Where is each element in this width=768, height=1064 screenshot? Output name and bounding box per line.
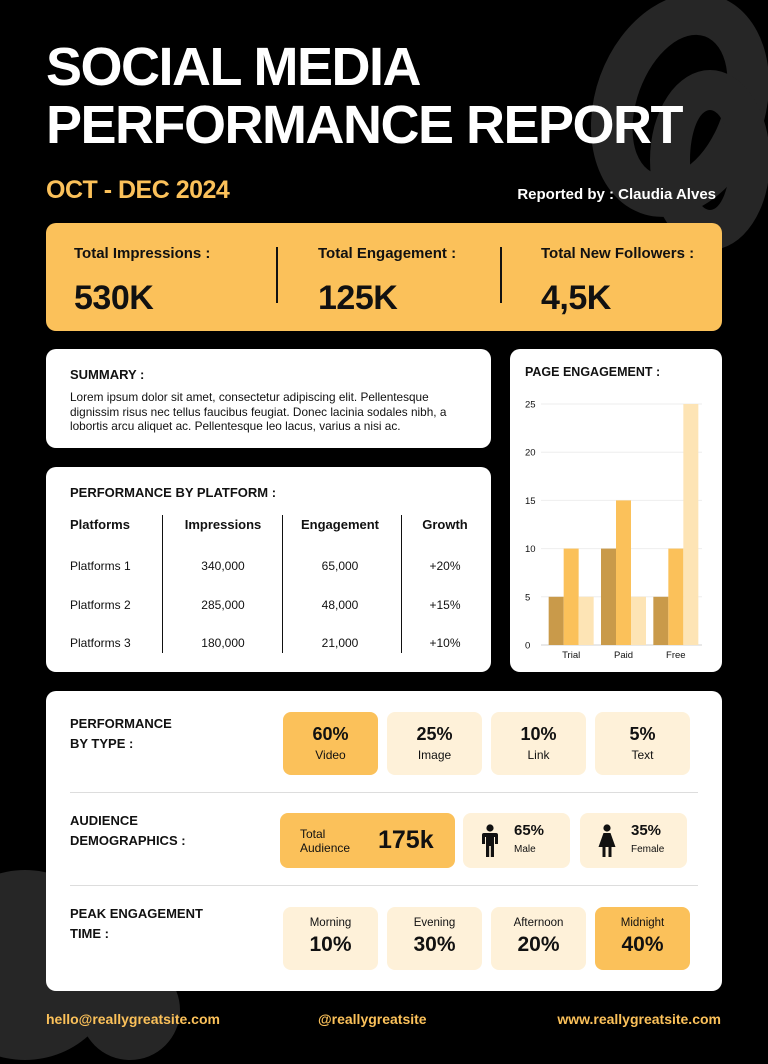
- label-line: Audience: [300, 841, 351, 855]
- label-line: AUDIENCE: [70, 813, 138, 828]
- column-header: Growth: [422, 517, 468, 532]
- x-tick-label: Free: [666, 650, 686, 661]
- table-cell: 180,000: [201, 636, 245, 650]
- type-percent: 25%: [416, 724, 453, 744]
- y-tick-label: 20: [525, 447, 536, 459]
- section-divider: [70, 792, 698, 793]
- female-person-icon: [598, 824, 616, 858]
- peak-percent: 30%: [413, 933, 456, 956]
- total-audience-value: 175k: [378, 826, 434, 854]
- chart-title: PAGE ENGAGEMENT :: [525, 365, 661, 379]
- female-chip: [580, 813, 687, 868]
- column-engagement: [284, 517, 396, 663]
- x-tick-label: Trial: [562, 650, 581, 661]
- bar-paid-series-3: [631, 597, 646, 645]
- label-line: PERFORMANCE: [70, 716, 172, 731]
- female-percent: 35%: [631, 822, 662, 839]
- title-line-2: PERFORMANCE REPORT: [46, 95, 683, 155]
- column-header: Platforms: [70, 517, 130, 532]
- column-platforms: [70, 517, 160, 663]
- bar-trial-series-2: [564, 549, 579, 645]
- column-header: Impressions: [184, 517, 262, 532]
- type-label: Link: [527, 748, 550, 762]
- peak-percent: 10%: [309, 933, 352, 956]
- bar-free-series-1: [653, 597, 668, 645]
- peak-label: Afternoon: [513, 917, 564, 929]
- x-tick-label: Paid: [613, 650, 634, 661]
- label-line: BY TYPE :: [70, 736, 134, 751]
- type-label: Text: [631, 748, 654, 762]
- male-chip: [463, 813, 570, 868]
- peak-percent: 40%: [621, 933, 664, 956]
- total-audience-label: [300, 827, 350, 855]
- y-tick-label: 0: [525, 640, 531, 652]
- kpi-value: 530K: [74, 279, 154, 317]
- total-audience-chip: [280, 813, 455, 868]
- footer-email[interactable]: hello@reallygreatsite.com: [46, 1011, 220, 1027]
- peak-percent: 20%: [517, 933, 560, 956]
- male-percent: 65%: [514, 822, 545, 839]
- column-divider: [162, 515, 163, 653]
- table-cell: 48,000: [321, 597, 359, 612]
- table-cell: +10%: [429, 636, 461, 650]
- y-tick-label: 15: [525, 495, 536, 507]
- bar-paid-series-1: [601, 549, 616, 645]
- y-tick-label: 5: [525, 592, 531, 604]
- kpi-band: [46, 223, 722, 331]
- male-label: Male: [514, 844, 536, 855]
- column-divider: [282, 515, 283, 653]
- y-tick-label: 10: [525, 544, 536, 556]
- table-cell: 21,000: [321, 636, 359, 650]
- peak-label: Midnight: [620, 917, 665, 929]
- type-chip-video: [283, 712, 378, 775]
- footer-handle[interactable]: @reallygreatsite: [318, 1011, 427, 1027]
- table-cell: 65,000: [321, 559, 359, 573]
- table-cell: +20%: [429, 559, 461, 573]
- type-label: Video: [315, 748, 346, 762]
- platform-table-card: [46, 467, 491, 672]
- reporter: Reported by : Claudia Alves: [517, 186, 716, 203]
- bar-paid-series-2: [616, 500, 631, 645]
- type-percent: 5%: [629, 724, 656, 744]
- label-line: Total: [300, 827, 326, 841]
- peak-label: Morning: [309, 917, 352, 929]
- footer-website[interactable]: www.reallygreatsite.com: [557, 1011, 721, 1027]
- table-cell: Platforms 2: [70, 597, 131, 612]
- table-cell: Platforms 1: [70, 559, 131, 573]
- page-title: [46, 38, 682, 154]
- page-engagement-chart: [510, 349, 722, 672]
- audience-demographics-label: [70, 811, 186, 851]
- table-cell: Platforms 3: [70, 636, 131, 650]
- column-divider: [401, 515, 402, 653]
- peak-engagement-label: [70, 904, 203, 944]
- type-percent: 10%: [520, 724, 557, 744]
- y-tick-label: 25: [525, 399, 536, 411]
- performance-by-type-label: [70, 714, 172, 754]
- type-chip-text: [595, 712, 690, 775]
- column-growth: [404, 517, 486, 663]
- kpi-value: 4,5K: [541, 279, 611, 317]
- column-header: Engagement: [300, 517, 379, 532]
- kpi-divider: [500, 247, 502, 303]
- type-chip-image: [387, 712, 482, 775]
- type-label: Image: [417, 748, 452, 762]
- type-chip-link: [491, 712, 586, 775]
- table-cell: 340,000: [201, 559, 245, 573]
- kpi-label: Total New Followers :: [541, 245, 695, 262]
- summary-heading: SUMMARY :: [70, 367, 145, 382]
- table-cell: 285,000: [201, 597, 245, 612]
- kpi-value: 125K: [318, 279, 398, 317]
- summary-text: Lorem ipsum dolor sit amet, consectetur adipiscing elit. Pellentesque dignissim risus nec tellus faucibus feugiat. Donec lacinia sodales nibh, a lobortis arcu aliquet ac. Pellentesque leo lacus, varius a nisi ac.: [70, 390, 447, 433]
- report-period: OCT - DEC 2024: [46, 176, 230, 204]
- bar-free-series-2: [668, 549, 683, 645]
- peak-chip-afternoon: [491, 907, 586, 970]
- male-person-icon: [481, 824, 499, 858]
- kpi-label: Total Impressions :: [74, 245, 211, 262]
- summary-card: [46, 349, 491, 448]
- peak-chip-evening: [387, 907, 482, 970]
- kpi-divider: [276, 247, 278, 303]
- label-line: DEMOGRAPHICS :: [70, 833, 186, 848]
- bar-free-series-3: [683, 404, 698, 645]
- title-line-1: SOCIAL MEDIA: [46, 37, 421, 97]
- label-line: PEAK ENGAGEMENT: [70, 906, 203, 921]
- section-divider: [70, 885, 698, 886]
- type-percent: 60%: [312, 724, 349, 744]
- peak-chip-morning: [283, 907, 378, 970]
- table-cell: +15%: [429, 597, 461, 612]
- column-impressions: [166, 517, 280, 663]
- peak-label: Evening: [413, 917, 456, 929]
- label-line: TIME :: [70, 926, 109, 941]
- page-engagement-card: [510, 349, 722, 672]
- bar-trial-series-3: [579, 597, 594, 645]
- peak-chip-midnight: [595, 907, 690, 970]
- breakdown-card: [46, 691, 722, 991]
- kpi-label: Total Engagement :: [318, 245, 457, 262]
- platform-table-heading: PERFORMANCE BY PLATFORM :: [70, 485, 277, 500]
- bar-trial-series-1: [549, 597, 564, 645]
- female-label: Female: [631, 844, 665, 855]
